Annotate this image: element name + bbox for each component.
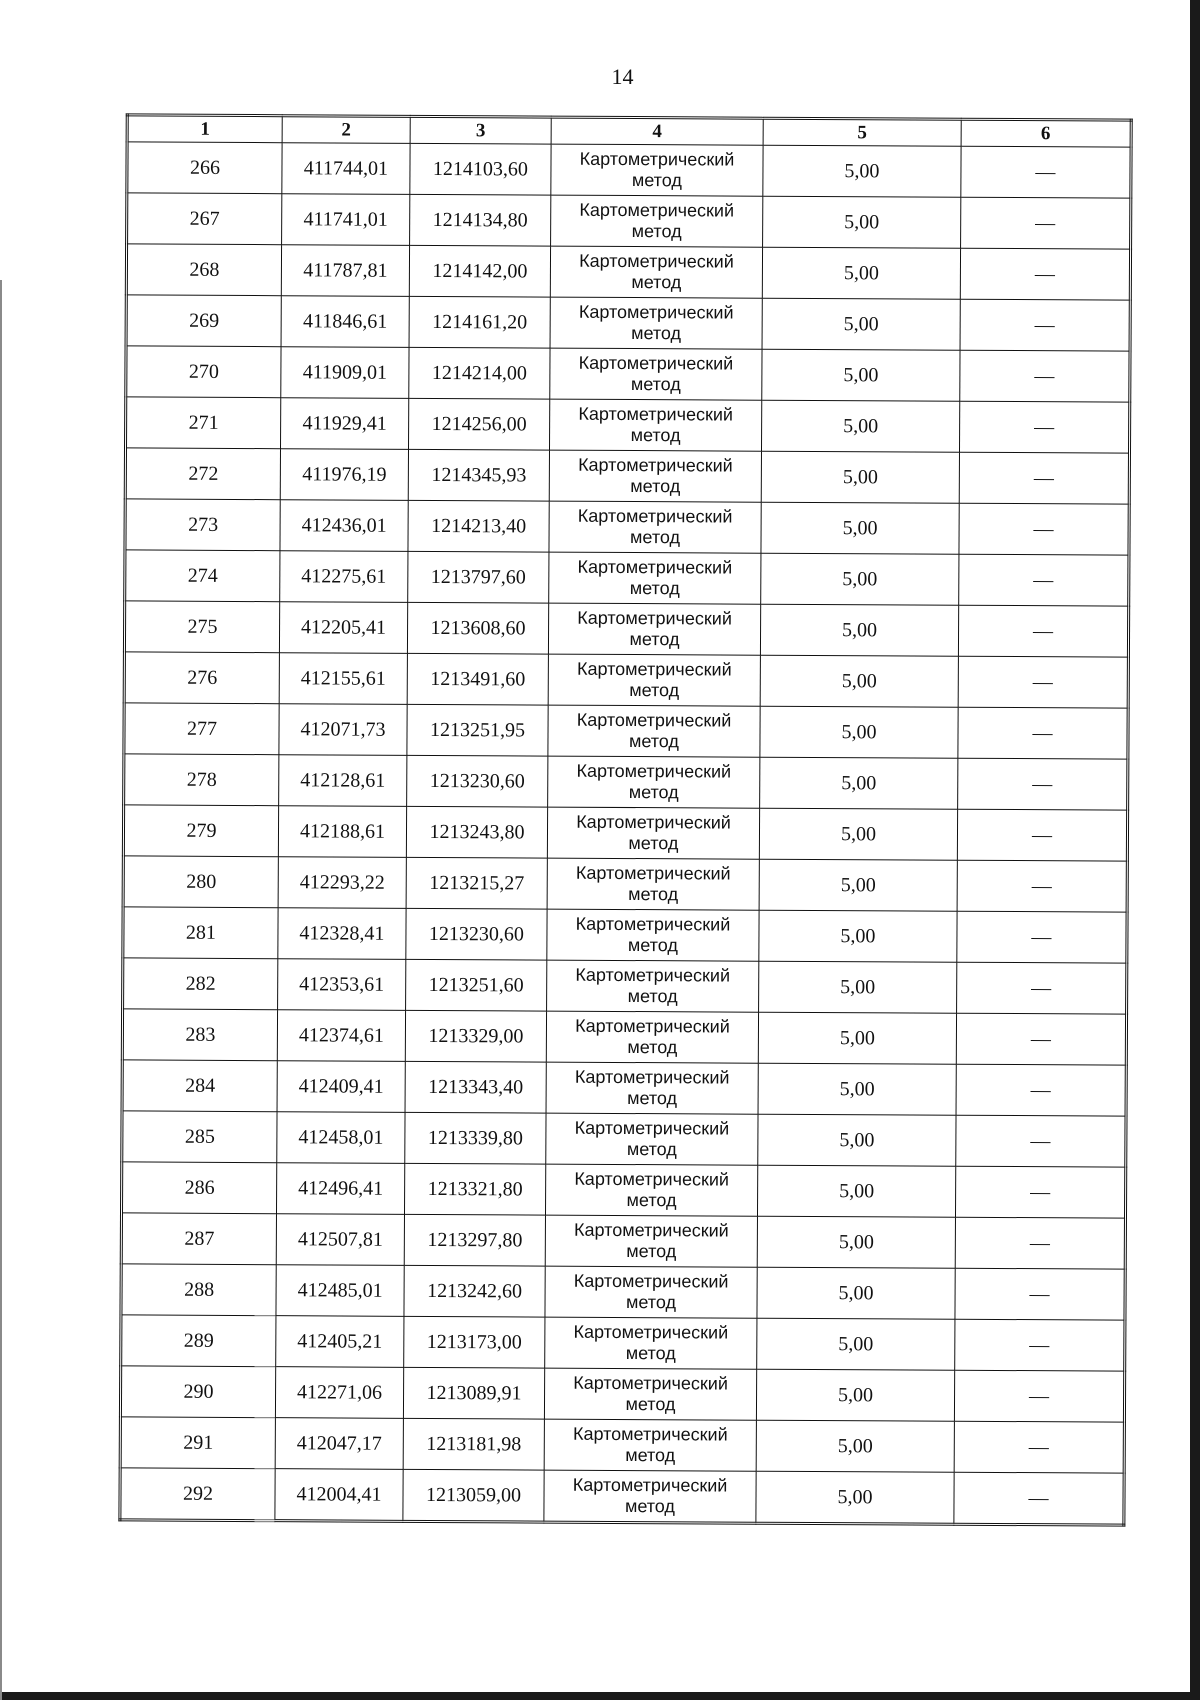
- table-row: [125, 448, 1129, 504]
- table-row: [125, 550, 1129, 606]
- accuracy-cell: 5,00: [759, 961, 957, 1013]
- table-row: [124, 703, 1128, 759]
- method-name-line-2: метод: [625, 1445, 676, 1466]
- y-coordinate-cell: 1213089,91: [403, 1367, 544, 1419]
- x-coordinate-cell: 412458,01: [277, 1112, 405, 1164]
- y-coordinate-cell: 1214161,20: [409, 296, 550, 348]
- method-cell: [547, 807, 759, 859]
- accuracy-cell: 5,00: [759, 910, 957, 962]
- y-coordinate-cell: 1214345,93: [408, 449, 549, 501]
- method-name-line-2: метод: [627, 935, 678, 956]
- x-coordinate-cell: 412155,61: [279, 653, 407, 705]
- x-coordinate-cell: 412004,41: [275, 1469, 403, 1522]
- method-cell: [547, 960, 759, 1012]
- note-cell: —: [956, 1064, 1126, 1116]
- y-coordinate-cell: 1214134,80: [410, 194, 551, 246]
- accuracy-cell: 5,00: [761, 400, 959, 452]
- accuracy-cell: 5,00: [762, 349, 960, 401]
- y-coordinate-cell: 1213297,80: [404, 1214, 545, 1266]
- note-cell: —: [958, 605, 1128, 657]
- method-name-line-2: метод: [628, 782, 679, 803]
- point-number-cell: 271: [126, 397, 281, 449]
- method-name-line-2: метод: [629, 629, 680, 650]
- y-coordinate-cell: 1213173,00: [404, 1316, 545, 1368]
- method-name-line-1: Картометрический: [575, 862, 731, 884]
- note-cell: —: [959, 503, 1129, 555]
- method-name-line-2: метод: [631, 323, 682, 344]
- note-cell: —: [954, 1370, 1124, 1422]
- x-coordinate-cell: 411846,61: [281, 296, 409, 348]
- note-cell: —: [955, 1319, 1125, 1371]
- table-row: [121, 1264, 1125, 1320]
- note-cell: —: [956, 1013, 1126, 1065]
- accuracy-cell: 5,00: [757, 1318, 955, 1370]
- note-cell: —: [960, 299, 1130, 351]
- note-cell: —: [959, 554, 1129, 606]
- method-cell: [548, 603, 760, 655]
- point-number-cell: 291: [120, 1417, 275, 1469]
- y-coordinate-cell: 1213215,27: [406, 857, 547, 909]
- table-row: [121, 1315, 1125, 1371]
- method-name-line-1: Картометрический: [578, 403, 734, 425]
- method-name-line-1: Картометрический: [575, 1015, 730, 1037]
- x-coordinate-cell: 412293,22: [278, 857, 406, 909]
- accuracy-cell: 5,00: [760, 706, 958, 758]
- point-number-cell: 270: [126, 346, 281, 398]
- method-cell: [551, 195, 763, 247]
- method-name-line-1: Картометрический: [573, 1321, 729, 1343]
- note-cell: —: [955, 1268, 1125, 1320]
- note-cell: —: [956, 1115, 1126, 1167]
- accuracy-cell: 5,00: [758, 1063, 956, 1115]
- note-cell: —: [955, 1217, 1125, 1269]
- column-header-1: 1: [127, 115, 282, 143]
- method-name-line-2: метод: [630, 527, 681, 548]
- x-coordinate-cell: 411741,01: [282, 194, 410, 246]
- method-name-line-1: Картометрический: [573, 1270, 729, 1292]
- table-row: [123, 958, 1127, 1014]
- method-name-line-1: Картометрический: [574, 1066, 730, 1088]
- method-name-line-1: Картометрический: [575, 913, 731, 935]
- accuracy-cell: 5,00: [756, 1471, 954, 1524]
- point-number-cell: 286: [121, 1162, 276, 1214]
- x-coordinate-cell: 411744,01: [282, 143, 410, 195]
- point-number-cell: 288: [121, 1264, 276, 1316]
- table-row: [124, 652, 1128, 708]
- method-name-line-1: Картометрический: [577, 607, 732, 629]
- column-header-2: 2: [282, 116, 410, 144]
- method-name-line-1: Картометрический: [579, 148, 735, 170]
- x-coordinate-cell: 412496,41: [276, 1163, 404, 1215]
- method-name-line-2: метод: [625, 1394, 676, 1415]
- accuracy-cell: 5,00: [757, 1216, 955, 1268]
- note-cell: —: [957, 962, 1127, 1014]
- point-number-cell: 278: [124, 754, 279, 806]
- x-coordinate-cell: 411787,81: [281, 245, 409, 297]
- method-name-line-2: метод: [625, 1343, 676, 1364]
- point-number-cell: 282: [123, 958, 278, 1010]
- method-name-line-2: метод: [628, 884, 679, 905]
- x-coordinate-cell: 412071,73: [279, 704, 407, 756]
- table-row: [126, 295, 1130, 351]
- point-number-cell: 268: [126, 244, 281, 296]
- y-coordinate-cell: 1214256,00: [409, 398, 550, 450]
- point-number-cell: 269: [126, 295, 281, 347]
- x-coordinate-cell: 412507,81: [276, 1214, 404, 1266]
- y-coordinate-cell: 1213321,80: [404, 1163, 545, 1215]
- method-name-line-2: метод: [630, 425, 681, 446]
- method-name-line-1: Картометрический: [572, 1423, 728, 1445]
- point-number-cell: 284: [122, 1060, 277, 1112]
- method-name-line-1: Картометрический: [578, 454, 733, 476]
- method-cell: [546, 1062, 758, 1114]
- note-cell: —: [961, 146, 1131, 198]
- table-row: [127, 193, 1131, 249]
- method-name-line-2: метод: [631, 170, 682, 191]
- table-row: [126, 346, 1130, 402]
- table-row: [125, 499, 1129, 555]
- y-coordinate-cell: 1213329,00: [405, 1010, 546, 1062]
- x-coordinate-cell: 412374,61: [277, 1010, 405, 1062]
- point-number-cell: 290: [120, 1366, 275, 1418]
- note-cell: —: [958, 707, 1128, 759]
- method-cell: [545, 1317, 757, 1369]
- method-name-line-2: метод: [624, 1496, 675, 1517]
- y-coordinate-cell: 1213491,60: [407, 653, 548, 705]
- point-number-cell: 283: [122, 1009, 277, 1061]
- method-name-line-1: Картометрический: [572, 1474, 728, 1496]
- accuracy-cell: 5,00: [762, 247, 960, 299]
- accuracy-cell: 5,00: [763, 145, 961, 197]
- point-number-cell: 281: [123, 907, 278, 959]
- x-coordinate-cell: 412405,21: [276, 1316, 404, 1368]
- method-name-line-2: метод: [627, 1037, 678, 1058]
- y-coordinate-cell: 1213251,95: [407, 704, 548, 756]
- y-coordinate-cell: 1213181,98: [403, 1418, 544, 1470]
- point-number-cell: 285: [122, 1111, 277, 1163]
- method-cell: [548, 705, 760, 757]
- y-coordinate-cell: 1213608,60: [407, 602, 548, 654]
- table-row: [122, 1060, 1126, 1116]
- point-number-cell: 274: [125, 550, 280, 602]
- method-name-line-1: Картометрический: [579, 250, 734, 272]
- method-cell: [546, 1113, 758, 1165]
- method-cell: [550, 246, 762, 298]
- column-header-6: 6: [961, 119, 1131, 147]
- method-cell: [545, 1215, 757, 1267]
- note-cell: —: [954, 1421, 1124, 1473]
- accuracy-cell: 5,00: [758, 1012, 956, 1064]
- method-cell: [547, 909, 759, 961]
- x-coordinate-cell: 412409,41: [277, 1061, 405, 1113]
- x-coordinate-cell: 412436,01: [280, 500, 408, 552]
- y-coordinate-cell: 1213339,80: [405, 1112, 546, 1164]
- method-cell: [549, 399, 761, 451]
- column-header-3: 3: [410, 116, 551, 144]
- method-cell: [549, 450, 761, 502]
- accuracy-cell: 5,00: [758, 1114, 956, 1166]
- method-cell: [550, 348, 762, 400]
- table-row: [126, 397, 1130, 453]
- accuracy-cell: 5,00: [761, 451, 959, 503]
- method-name-line-1: Картометрический: [576, 658, 732, 680]
- accuracy-cell: 5,00: [763, 196, 961, 248]
- method-name-line-1: Картометрический: [579, 199, 735, 221]
- x-coordinate-cell: 412353,61: [278, 959, 406, 1011]
- x-coordinate-cell: 411909,01: [281, 347, 409, 399]
- method-cell: [544, 1470, 756, 1523]
- accuracy-cell: 5,00: [762, 298, 960, 350]
- accuracy-cell: 5,00: [760, 655, 958, 707]
- method-cell: [547, 858, 759, 910]
- method-name-line-2: метод: [630, 476, 681, 497]
- accuracy-cell: 5,00: [757, 1267, 955, 1319]
- y-coordinate-cell: 1214214,00: [409, 347, 550, 399]
- method-name-line-2: метод: [627, 986, 678, 1007]
- note-cell: —: [954, 1472, 1124, 1525]
- table-row: [124, 601, 1128, 657]
- method-name-line-2: метод: [629, 680, 680, 701]
- method-cell: [549, 552, 761, 604]
- x-coordinate-cell: 412271,06: [275, 1367, 403, 1419]
- point-number-cell: 275: [124, 601, 279, 653]
- method-name-line-1: Картометрический: [578, 352, 734, 374]
- table-row: [122, 1009, 1126, 1065]
- x-coordinate-cell: 412275,61: [280, 551, 408, 603]
- note-cell: —: [960, 350, 1130, 402]
- point-number-cell: 273: [125, 499, 280, 551]
- method-name-line-2: метод: [627, 1088, 678, 1109]
- method-cell: [549, 501, 761, 553]
- method-name-line-2: метод: [626, 1241, 677, 1262]
- note-cell: —: [955, 1166, 1125, 1218]
- method-name-line-1: Картометрический: [573, 1372, 728, 1394]
- note-cell: —: [958, 656, 1128, 708]
- note-cell: —: [957, 911, 1127, 963]
- method-name-line-2: метод: [631, 221, 682, 242]
- method-cell: [544, 1419, 756, 1471]
- point-number-cell: 292: [120, 1468, 275, 1521]
- method-name-line-2: метод: [628, 731, 679, 752]
- method-name-line-1: Картометрический: [575, 964, 731, 986]
- table-row: [120, 1417, 1124, 1473]
- accuracy-cell: 5,00: [760, 604, 958, 656]
- y-coordinate-cell: 1213243,80: [406, 806, 547, 858]
- point-number-cell: 272: [125, 448, 280, 500]
- y-coordinate-cell: 1214142,00: [409, 245, 550, 297]
- accuracy-cell: 5,00: [761, 553, 959, 605]
- point-number-cell: 280: [123, 856, 278, 908]
- note-cell: —: [959, 452, 1129, 504]
- note-cell: —: [961, 197, 1131, 249]
- point-number-cell: 277: [124, 703, 279, 755]
- x-coordinate-cell: 412188,61: [278, 806, 406, 858]
- method-name-line-2: метод: [630, 374, 681, 395]
- scan-edge-left: [0, 280, 2, 1700]
- method-cell: [548, 654, 760, 706]
- accuracy-cell: 5,00: [759, 859, 957, 911]
- x-coordinate-cell: 411929,41: [281, 398, 409, 450]
- column-header-4: 4: [551, 117, 763, 145]
- method-cell: [550, 297, 762, 349]
- table-row: [122, 1111, 1126, 1167]
- note-cell: —: [960, 248, 1130, 300]
- method-name-line-1: Картометрический: [574, 1219, 729, 1241]
- coordinates-table: [118, 113, 1132, 1526]
- method-name-line-1: Картометрический: [576, 811, 731, 833]
- table-row: [124, 754, 1128, 810]
- x-coordinate-cell: 412205,41: [279, 602, 407, 654]
- y-coordinate-cell: 1213230,60: [406, 908, 547, 960]
- y-coordinate-cell: 1213059,00: [403, 1469, 544, 1522]
- y-coordinate-cell: 1213242,60: [404, 1265, 545, 1317]
- accuracy-cell: 5,00: [756, 1420, 954, 1472]
- method-name-line-2: метод: [626, 1292, 677, 1313]
- y-coordinate-cell: 1213343,40: [405, 1061, 546, 1113]
- point-number-cell: 276: [124, 652, 279, 704]
- table-row: [123, 805, 1127, 861]
- method-name-line-2: метод: [629, 578, 680, 599]
- method-cell: [548, 756, 760, 808]
- y-coordinate-cell: 1214103,60: [410, 143, 551, 195]
- table-row: [120, 1366, 1124, 1422]
- method-name-line-1: Картометрический: [576, 709, 732, 731]
- point-number-cell: 289: [121, 1315, 276, 1367]
- table-row: [123, 907, 1127, 963]
- method-name-line-2: метод: [626, 1139, 677, 1160]
- method-cell: [545, 1164, 757, 1216]
- note-cell: —: [957, 809, 1127, 861]
- table-row: [120, 1468, 1124, 1525]
- point-number-cell: 266: [127, 142, 282, 194]
- x-coordinate-cell: 412047,17: [275, 1418, 403, 1470]
- page-number: 14: [611, 64, 634, 89]
- method-name-line-2: метод: [631, 272, 682, 293]
- method-cell: [544, 1368, 756, 1420]
- scan-edge-right: [1190, 0, 1200, 1700]
- point-number-cell: 287: [121, 1213, 276, 1265]
- note-cell: —: [957, 860, 1127, 912]
- table-row: [123, 856, 1127, 912]
- method-name-line-2: метод: [626, 1190, 677, 1211]
- accuracy-cell: 5,00: [759, 808, 957, 860]
- method-name-line-2: метод: [628, 833, 679, 854]
- accuracy-cell: 5,00: [761, 502, 959, 554]
- accuracy-cell: 5,00: [760, 757, 958, 809]
- x-coordinate-cell: 411976,19: [280, 449, 408, 501]
- table-row: [126, 244, 1130, 300]
- point-number-cell: 279: [123, 805, 278, 857]
- y-coordinate-cell: 1213230,60: [407, 755, 548, 807]
- method-cell: [545, 1266, 757, 1318]
- accuracy-cell: 5,00: [757, 1165, 955, 1217]
- method-name-line-1: Картометрический: [576, 760, 732, 782]
- column-header-5: 5: [763, 118, 961, 146]
- note-cell: —: [959, 401, 1129, 453]
- table-row: [127, 142, 1131, 198]
- accuracy-cell: 5,00: [756, 1369, 954, 1421]
- x-coordinate-cell: 412328,41: [278, 908, 406, 960]
- method-name-line-1: Картометрический: [577, 556, 733, 578]
- x-coordinate-cell: 412485,01: [276, 1265, 404, 1317]
- point-number-cell: 267: [127, 193, 282, 245]
- table-row: [121, 1162, 1125, 1218]
- method-name-line-1: Картометрический: [577, 505, 733, 527]
- y-coordinate-cell: 1213797,60: [408, 551, 549, 603]
- method-name-line-1: Картометрический: [578, 301, 734, 323]
- x-coordinate-cell: 412128,61: [279, 755, 407, 807]
- table-body: [120, 115, 1131, 1525]
- method-name-line-1: Картометрический: [574, 1168, 730, 1190]
- scan-edge-bottom: [0, 1692, 1200, 1700]
- table-row: [121, 1213, 1125, 1269]
- note-cell: —: [958, 758, 1128, 810]
- coordinates-table-container: [118, 113, 1129, 1550]
- y-coordinate-cell: 1214213,40: [408, 500, 549, 552]
- method-cell: [546, 1011, 758, 1063]
- method-cell: [551, 144, 763, 196]
- method-name-line-1: Картометрический: [574, 1117, 730, 1139]
- y-coordinate-cell: 1213251,60: [406, 959, 547, 1011]
